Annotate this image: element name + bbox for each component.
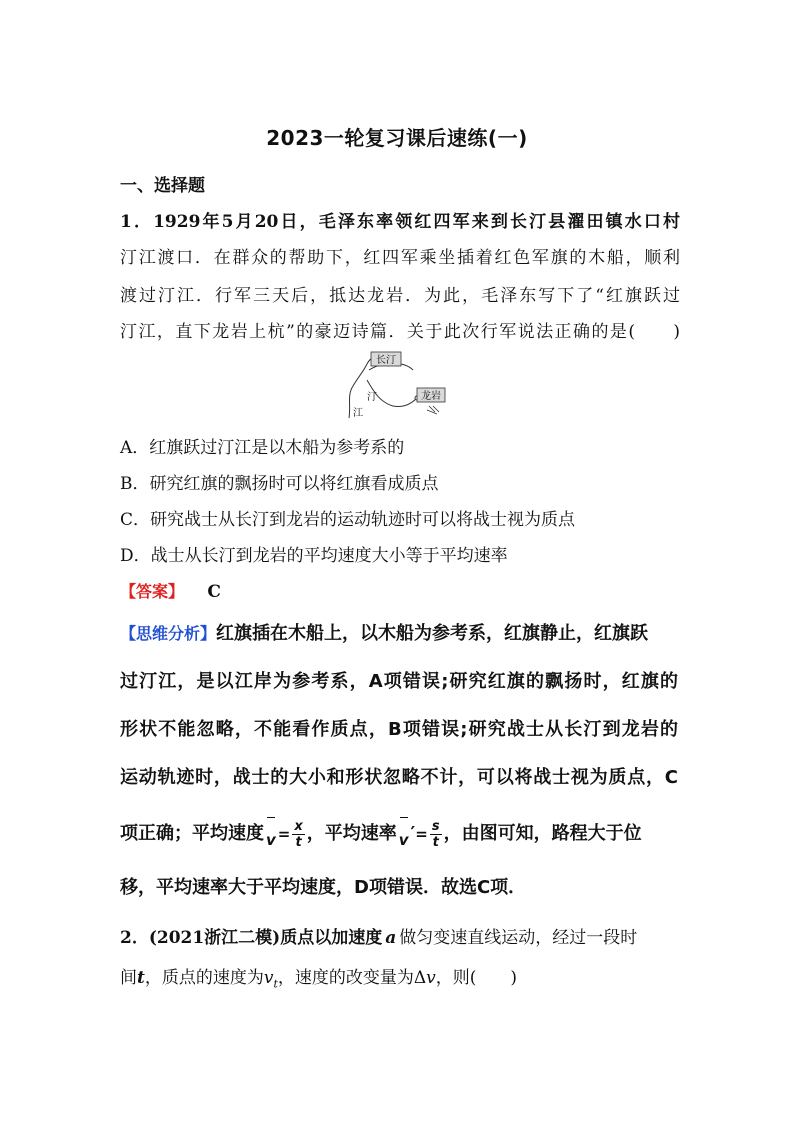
q1-stem-line-3: 渡过汀江．行军三天后，抵达龙岩．为此，毛泽东写下了“红旗跃过 xyxy=(120,286,680,306)
q1-option-d: D．战士从长汀到龙岩的平均速度大小等于平均速率 xyxy=(120,546,508,566)
q1-stem-line-4: 汀江，直下龙岩上杭”的豪迈诗篇．关于此次行军说法正确的是( ) xyxy=(120,322,680,342)
answer-tag: 【答案】 xyxy=(120,582,185,601)
q2-text-1b: 做匀变速直线运动，经过一段时 xyxy=(399,928,638,948)
analysis-text-1: 红旗插在木船上，以木船为参考系，红旗静止，红旗跃 xyxy=(216,623,649,644)
q1-route-map-figure xyxy=(345,350,455,422)
fraction-1-numerator: x xyxy=(294,818,303,834)
analysis-line-2: 过汀江，是以江岸为参考系，A项错误;研究红旗的飘扬时，红旗的 xyxy=(120,671,678,692)
q2-text-2a: 间 xyxy=(120,968,137,988)
answer-value: C xyxy=(207,582,221,602)
river-label-2: 江 xyxy=(353,408,363,419)
q2-velocity-symbol: v xyxy=(263,968,274,988)
q2-text-2d: ，则( ) xyxy=(435,968,518,988)
equals-sign-1: = xyxy=(277,825,291,843)
q1-answer-line xyxy=(120,582,680,602)
analysis-text-5b: ，平均速率 xyxy=(306,823,397,844)
q2-stem-line-1 xyxy=(120,928,680,948)
q2-text-1a: 2．(2021浙江二模)质点以加速度 xyxy=(120,928,383,948)
q1-option-b: B．研究红旗的飘扬时可以将红旗看成质点 xyxy=(120,474,439,494)
fraction-2-denominator: t xyxy=(432,834,439,850)
analysis-text-5c: ，由图可知，路程大于位 xyxy=(443,823,642,844)
average-velocity-symbol: v xyxy=(266,820,276,860)
analysis-line-3: 形状不能忽略，不能看作质点，B项错误;研究战士从长汀到龙岩的 xyxy=(120,719,678,740)
river-label-1: 汀 xyxy=(367,392,377,403)
q1-stem-line-2: 汀江渡口．在群众的帮助下，红四军乘坐插着红色军旗的木船，顺利 xyxy=(120,248,680,268)
analysis-line-4: 运动轨迹时，战士的大小和形状忽略不计，可以将战士视为质点，C xyxy=(120,767,678,788)
q2-delta-v-symbol: v xyxy=(426,968,436,988)
fraction-s-over-t xyxy=(430,819,442,850)
changting-label: 长汀 xyxy=(376,355,396,366)
prime-mark: ′ xyxy=(410,823,416,844)
q2-time-symbol: t xyxy=(137,968,145,988)
analysis-text-5a: 项正确；平均速度 xyxy=(120,823,264,844)
fraction-1-denominator: t xyxy=(295,834,302,850)
analysis-line-6: 移，平均速率大于平均速度，D项错误．故选C项． xyxy=(120,877,527,898)
q1-option-a: A．红旗跃过汀江是以木船为参考系的 xyxy=(120,438,405,458)
q2-velocity-subscript: t xyxy=(273,977,278,991)
q2-text-2b: ，质点的速度为 xyxy=(144,968,264,988)
equals-sign-2: = xyxy=(415,825,428,843)
q1-option-c: C．研究战士从长汀到龙岩的运动轨迹时可以将战士视为质点 xyxy=(120,510,576,530)
analysis-line-5 xyxy=(120,814,678,854)
q2-text-2c: ，速度的改变量为Δ xyxy=(277,968,427,988)
fraction-2-numerator: s xyxy=(431,818,440,834)
longyan-label: 龙岩 xyxy=(421,391,441,402)
section-heading: 一、选择题 xyxy=(120,176,205,196)
average-speed-symbol: v xyxy=(399,820,409,860)
terrain-marks xyxy=(427,406,439,414)
fraction-x-over-t xyxy=(292,819,304,850)
analysis-line-1 xyxy=(120,622,678,646)
analysis-tag: 【思维分析】 xyxy=(120,624,217,643)
q2-stem-line-2 xyxy=(120,968,680,994)
q2-accel-symbol: a xyxy=(385,928,397,948)
q1-stem-line-1: 1．1929年5月20日，毛泽东率领红四军来到长汀县濯田镇水口村 xyxy=(120,212,680,232)
page-title: 2023一轮复习课后速练(一) xyxy=(266,126,528,150)
